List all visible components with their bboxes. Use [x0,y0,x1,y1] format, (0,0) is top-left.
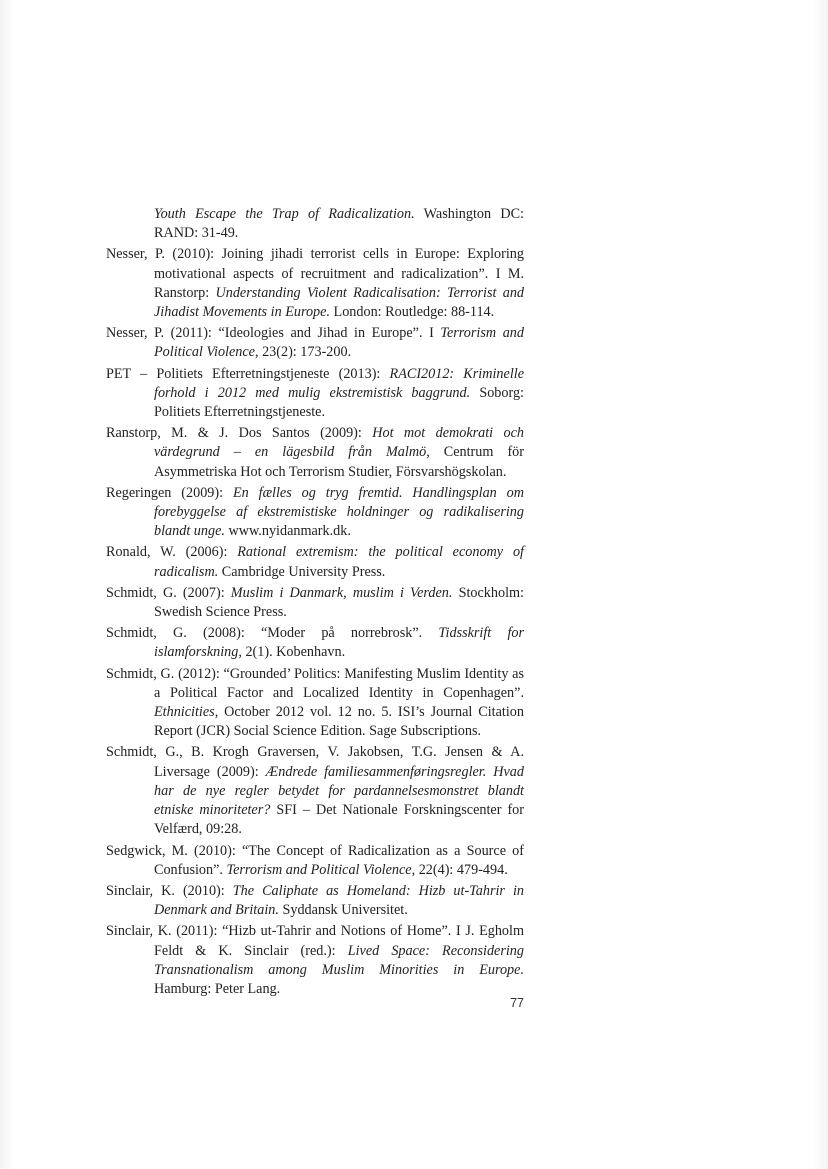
reference-text: Schmidt, G. (2007): [106,584,231,601]
reference-entry-schmidt2008 [106,624,524,662]
reference-entry-sinclair2011 [106,922,524,999]
reference-entry-nesser2010 [106,245,524,322]
reference-text: Nesser, P. (2011): “Ideologies and Jihad in Europe”. I [106,325,441,342]
reference-text: Ranstorp, M. & J. Dos Santos (2009): [106,425,373,442]
reference-title-text: Ændrede familiesammenføringsregler. Hvad har de nye regler betydet for pardannelsesmonstret blandt etniske minoriteter? [154,763,524,819]
reference-title-text: Hot mot demokrati och värdegrund – en lägesbild från Malmö [154,425,524,461]
reference-entry-schmidt2007 [106,584,524,622]
reference-title-text: RACI2012: Kriminelle forhold i 2012 med mulig ekstremistisk baggrund. [154,365,524,401]
page-number: 77 [510,996,524,1010]
reference-entry-sinclair2010 [106,882,524,920]
reference-text: Sinclair, K. (2011): “Hizb ut-Tahrir and Notions of Home”. I J. Egholm Feldt & K. Sinclair (red.): [106,923,524,959]
reference-text: Schmidt, G., B. Krogh Graversen, V. Jakobsen, T.G. Jensen & A. Liversage (2009): [106,744,524,780]
reference-title-text: Tidsskrift for islamforskning [154,625,525,661]
reference-text: Washington DC: RAND: 31-49. [154,206,525,242]
reference-title-text: Terrorism and Political Violence [154,325,524,361]
reference-text: , 22(4): 479-494. [411,861,508,878]
reference-entry-sedgwick2010 [106,842,524,880]
reference-text: PET – Politiets Efterretningstjeneste (2013): [106,365,390,382]
reference-title-text: Terrorism and Political Violence [226,861,412,878]
reference-title-text: Youth Escape the Trap of Radicalization. [154,206,415,222]
reference-entry-regeringen2009 [106,484,524,542]
reference-entry-nesser2011 [106,324,524,362]
reference-title-text: Rational extremism: the political economy of radicalism. [154,544,524,580]
reference-entry-ronald2006 [106,543,524,581]
reference-text: Stockholm: Swedish Science Press. [154,584,524,621]
reference-text: , October 2012 vol. 12 no. 5. ISI’s Journal Citation Report (JCR) Social Science Edition. Sage Subscriptions. [154,704,524,740]
reference-entry-schmidt2009 [106,743,524,839]
reference-title-text: Understanding Violent Radicalisation: Terrorist and Jihadist Movements in Europe. [154,284,525,321]
reference-text: , 2(1). Kobenhavn. [238,644,346,661]
reference-title-text: The Caliphate as Homeland: Hizb ut-Tahrir in Denmark and Britain. [154,882,524,919]
reference-list [106,205,524,1001]
reference-entry-schmidt2012 [106,665,524,742]
reference-text: Sinclair, K. (2010): [106,882,233,899]
reference-text: , Centrum för Asymmetriska Hot och Terrorism Studier, Försvarshögskolan. [154,444,524,480]
reference-text: Regeringen (2009): [106,484,233,501]
reference-entry-rand [106,205,524,243]
reference-text: Cambridge University Press. [218,563,386,580]
reference-text: Syddansk Universitet. [278,902,408,919]
reference-text: SFI – Det Nationale Forskningscenter for Velfærd, 09:28. [154,802,525,838]
reference-title-text: Lived Space: Reconsidering Transnationalism among Muslim Minorities in Europe. [154,942,524,978]
reference-text: Soborg: Politiets Efterretningstjeneste. [154,384,524,421]
reference-title-text: Muslim i Danmark, muslim i Verden. [230,584,453,601]
reference-text: Sedgwick, M. (2010): “The Concept of Radicalization as a Source of Confusion”. [106,842,524,878]
reference-text: Hamburg: Peter Lang. [154,980,281,997]
reference-text: Nesser, P. (2010): Joining jihadi terrorist cells in Europe: Exploring motivational aspects of recruitment and radicalization”. I M. Ranstorp: [106,246,524,301]
reference-title-text: En fælles og tryg fremtid. Handlingsplan om forebyggelse af ekstremistiske holdninger og radikalisering blandt unge. [154,484,525,540]
reference-text: Schmidt, G. (2008): “Moder på norrebrosk”. [106,625,439,642]
reference-text: www.nyidanmark.dk. [224,523,351,540]
reference-entry-pet2013 [106,365,524,423]
reference-text: Schmidt, G. (2012): “Grounded’ Politics: Manifesting Muslim Identity as a Political Factor and Localized Identity in Copenhagen”. [106,665,524,701]
reference-title-text: Ethnicities [154,704,215,721]
reference-text: Ronald, W. (2006): [106,544,238,561]
reference-entry-ranstorp2009 [106,424,524,482]
reference-text: London: Routledge: 88-114. [330,304,495,321]
reference-text: , 23(2): 173-200. [254,344,352,361]
